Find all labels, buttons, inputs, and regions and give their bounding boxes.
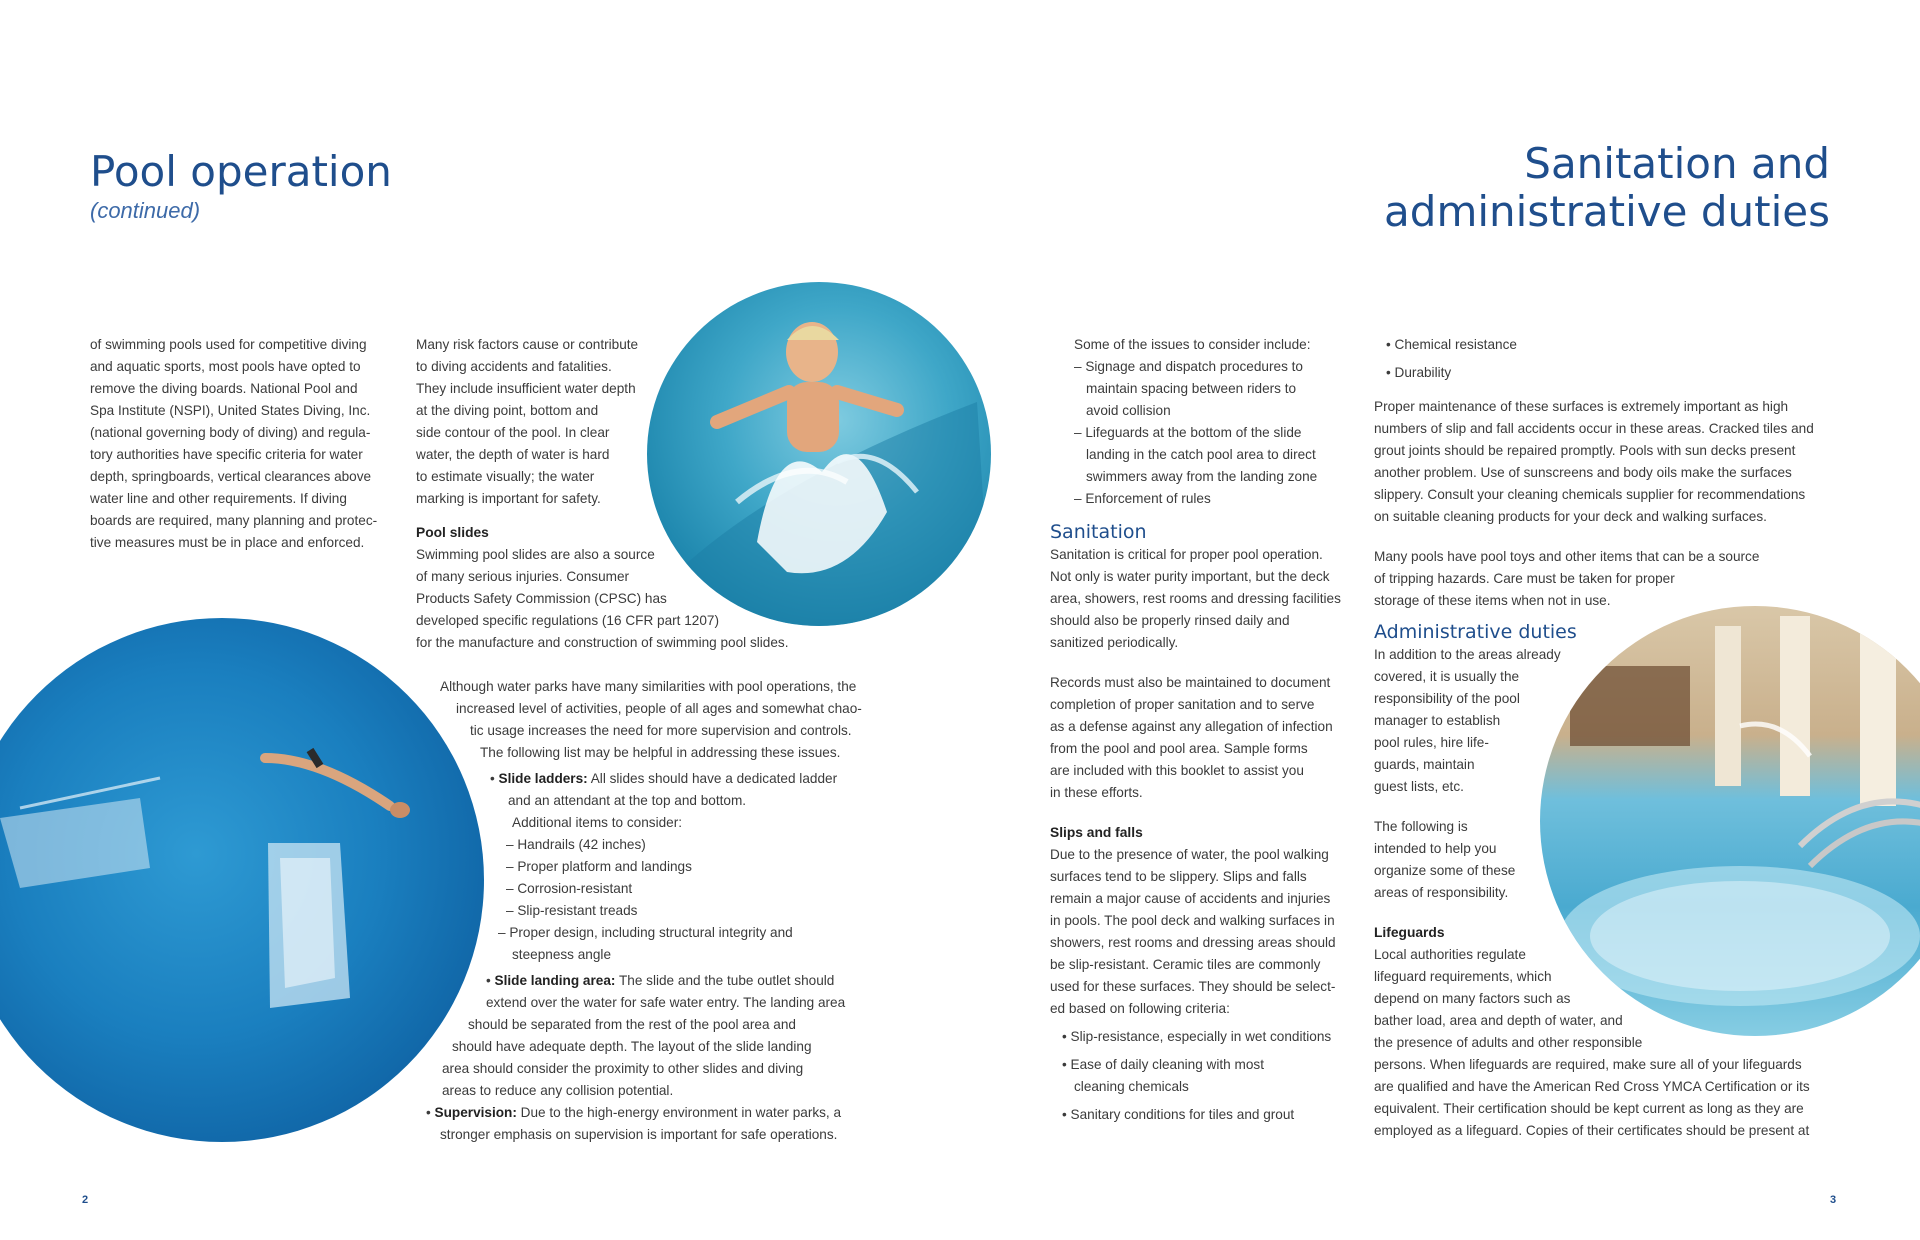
right-column-2: • Chemical resistance • Durability Proper maintenance of these surfaces is extremely important as high numbers of slip and fall accidents occur in these areas. Cracked tiles and grout joints should be repaired promptly. Pools with sun decks present another problem. Use of sunscreens and body oils make the surfaces slippery. Consult your cleaning chemicals supplier for recommendations on suitable cleaning products for your deck and walking surfaces. Many pools have pool toys and other items that can be a source of tripping hazards. Care must be taken for proper storage of these items when not in use. Administrative duties In addition to the areas already covered, it is usually the responsibility of the pool manager to establish pool rules, hire life- guards, maintain guest lists, etc. The following is intended to help you organize some of these areas of responsibility. Lifeguards Local authorities regulate lifeguard requirements, which depend on many factors such as bather load, area and depth of water, and the presence of adults and other responsible persons. When lifeguards are required, make sure all of your lifeguards are qualified and have the American Red Cross YMCA Certification or its equivalent. Their certification should be kept current as long as they are employed as a lifeguard. Copies of their certificates should be present at — [1374, 334, 1844, 1142]
right-column-1: Some of the issues to consider include: – Signage and dispatch procedures to maintain spacing between riders to avoid collision – Lifeguards at the bottom of the slide landing in the catch pool area to direct swimmers away from the landing zone – Enforcement of rules Sanitation Sanitation is critical for proper pool operation. Not only is water purity important, but the deck area, showers, rest rooms and dressing facilities should also be properly rinsed daily and sanitized periodically. Records must also be maintained to document completion of proper sanitation and to serve as a defense against any allegation of infection from the pool and pool area. Sample forms are included with this booklet to assist you in these efforts. Slips and falls Due to the presence of water, the pool walking surfaces tend to be slippery. Slips and falls remain a major cause of accidents and injuries in pools. The pool deck and walking surfaces in showers, rest rooms and dressing areas should be slip-resistant. Ceramic tiles are commonly used for these surfaces. They should be select- ed based on following criteria: • Slip-resistance, especially in wet conditions • Ease of daily cleaning with most cleaning chemicals • Sanitary conditions for tiles and grout — [1050, 334, 1350, 1126]
page-number-left: 2 — [82, 1194, 89, 1206]
heading-pool-slides: Pool slides — [416, 525, 489, 540]
photo-diver — [0, 618, 484, 1142]
page-title-pool-operation: Pool operation — [90, 147, 392, 196]
bullet-slide-landing: • Slide landing area: The slide and the tube outlet should — [486, 973, 835, 988]
diver-illustration — [0, 618, 484, 1142]
page-title-sanitation: Sanitation and administrative duties — [1384, 139, 1830, 237]
left-column-2: Many risk factors cause or contribute to diving accidents and fatalities. They include insufficient water depth at the diving point, bottom and side contour of the pool. In clear water, the depth of water is hard to estimate visually; the water marking is important for safety. Pool slides Swimming pool slides are also a source of many serious injuries. Consumer Products Safety Commission (CPSC) has developed specific regulations (16 CFR part 1207) for the manufacture and construction of swimming pool slides. — [416, 334, 836, 654]
page-subtitle: (continued) — [90, 198, 201, 223]
heading-administrative-duties: Administrative duties — [1374, 621, 1577, 643]
heading-sanitation: Sanitation — [1050, 521, 1147, 543]
water-parks-block: Although water parks have many similarities with pool operations, the increased level of activities, people of all ages and somewhat chao- tic usage increases the need for more supervision and controls. The following list may be helpful in addressing these issues. • Slide ladders: All slides should have a dedicated ladder and an attendant at the top and bottom. Additional items to consider: – Handrails (42 inches) – Proper platform and landings – Corrosion-resistant – Slip-resistant treads – Proper design, including structural integrity and steepness angle • Slide landing area: The slide and the tube outlet should extend over the water for safe water entry. The landing area should be separated from the rest of the pool area and should have adequate depth. The layout of the slide landing area should consider the proximity to other slides and diving areas to reduce any collision potential. • Supervision: Due to the high-energy environment in water parks, a stronger emphasis on supervision is important for safe operations. — [420, 676, 890, 1146]
bullet-supervision: • Supervision: Due to the high-energy environment in water parks, a — [426, 1105, 842, 1120]
left-column-1: of swimming pools used for competitive diving and aquatic sports, most pools have opted to remove the diving boards. National Pool and Spa Institute (NSPI), United States Diving, Inc. (national governing body of diving) and regula- tory authorities have specific criteria for water depth, springboards, vertical clearances above water line and other requirements. If diving boards are required, many planning and protec- tive measures must be in place and enforced. — [90, 337, 378, 550]
heading-lifeguards: Lifeguards — [1374, 925, 1445, 940]
page-number-right: 3 — [1830, 1194, 1837, 1206]
heading-slips-falls: Slips and falls — [1050, 825, 1143, 840]
bullet-slide-ladders: • Slide ladders: All slides should have a dedicated ladder — [490, 771, 838, 786]
